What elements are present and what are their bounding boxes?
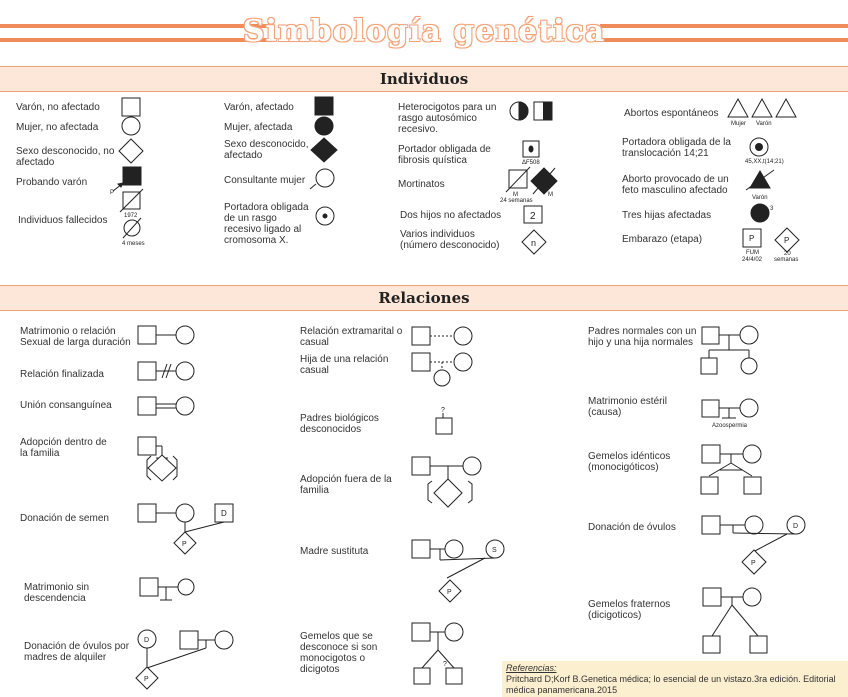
proband-p: P (110, 190, 115, 196)
label-donacion-alquiler: Donación de óvulos por madres de alquiler (24, 641, 130, 663)
heterozygote-female-half (519, 102, 528, 120)
label-sexo-desc-afectado: Sexo desconocido, afectado (224, 139, 309, 161)
sustituta-s: S (492, 547, 497, 554)
two-sons-number: 2 (530, 211, 536, 222)
cf-carrier-dot (529, 146, 533, 152)
rel-identicos (701, 445, 761, 494)
rel-esteril (702, 399, 758, 418)
transloc-dot (756, 144, 763, 151)
label-tres-hijas: Tres hijas afectadas (622, 210, 712, 221)
label-matrimonio: Matrimonio o relación Sexual de larga duración (20, 326, 131, 348)
label-portador-fq: Portador obligada de fibrosis quística (398, 144, 491, 166)
rel-extramarital (412, 327, 472, 345)
deceased-months: 4 meses (122, 241, 145, 247)
rel-finalizada (138, 362, 194, 380)
label-fallecidos: Individuos fallecidos (18, 215, 108, 226)
label-adopcion-fuera: Adopción fuera de la familia (300, 474, 392, 496)
cf-f508: ΔF508 (522, 160, 540, 166)
label-extramarital: Relación extramarital o casual (300, 326, 403, 348)
label-mujer-no-afectada: Mujer, no afectada (16, 122, 99, 133)
heterozygote-male-half (543, 102, 552, 120)
label-dos-hijos: Dos hijos no afectados (400, 210, 502, 221)
label-embarazo: Embarazo (etapa) (622, 234, 703, 245)
rel-adopcion-fuera (412, 457, 481, 507)
rel-donacion-alquiler (136, 630, 233, 689)
alquiler-p: P (144, 676, 149, 683)
symbol-abortion-1 (728, 99, 748, 117)
rel-adopcion-dentro (138, 437, 177, 481)
deceased-year: 1972 (124, 213, 138, 219)
symbol-male-unaffected (122, 98, 140, 116)
label-aborto-provocado: Aborto provocado de un feto masculino afectado (622, 174, 729, 196)
several-n: n (531, 238, 537, 248)
label-padres-normales: Padres normales con un hijo y una hija normales (588, 326, 697, 348)
stillbirth-weeks: 24 semanas (500, 198, 533, 204)
induced-varon: Varón (752, 195, 768, 201)
rel-padres-normales (701, 326, 758, 374)
label-varios: Varios individuos (número desconocido) (400, 229, 500, 251)
label-donacion-ovulos: Donación de óvulos (588, 522, 676, 533)
label-mujer-afectada: Mujer, afectada (224, 122, 293, 133)
ovulos-p: P (751, 560, 756, 567)
carrier-x-dot (323, 214, 327, 218)
abortion-varon: Varón (756, 121, 772, 127)
section-title-individuos: Individuos (379, 70, 469, 88)
semen-d: D (221, 509, 227, 518)
label-sexo-desconocido: Sexo desconocido, no afectado (16, 146, 115, 168)
section-title-relaciones: Relaciones (378, 289, 470, 307)
rel-padres-bio (436, 413, 452, 434)
padres-bio-q: ? (441, 407, 445, 414)
references-text: Pritchard D;Korf B.Genetica médica; lo esencial de un vistazo.3ra edición. Editorial médica panamericana.2015 (506, 674, 836, 695)
label-portadora-x: Portadora obligada de un rasgo recesivo ligado al cromosoma X. (224, 202, 309, 246)
rel-matrimonio (138, 326, 194, 344)
label-donacion-semen: Donación de semen (20, 513, 109, 524)
label-fraternos: Gemelos fraternos (dicigoticos) (588, 599, 671, 621)
symbol-abortion-2 (752, 99, 772, 117)
symbol-consultant-female (316, 169, 334, 187)
symbol-unknown-affected (311, 138, 337, 162)
sustituta-p: P (447, 589, 452, 596)
label-identicos: Gemelos idénticos (monocigóticos) (588, 451, 671, 473)
pregnancy-p2: P (784, 236, 790, 245)
label-abortos: Abortos espontáneos (624, 108, 719, 119)
stillbirth-m: M (513, 192, 518, 198)
label-finalizada: Relación finalizada (20, 369, 104, 380)
references-box (502, 661, 848, 697)
pregnancy-fum: FUM (746, 250, 759, 256)
label-varon-afectado: Varón, afectado (224, 102, 294, 113)
label-hija-casual: Hija de una relación casual (300, 354, 389, 376)
label-probando: Probando varón (16, 177, 88, 188)
symbol-male-affected (315, 97, 333, 115)
symbol-three-daughters (751, 204, 769, 222)
label-consultante: Consultante mujer (224, 175, 306, 186)
rel-fraternos (703, 588, 767, 653)
rel-madre-sustituta (412, 540, 504, 602)
label-esteril: Matrimonio estéril (causa) (588, 396, 667, 418)
label-sin-descendencia: Matrimonio sin descendencia (24, 582, 90, 604)
stillbirth-m2: M (548, 192, 553, 198)
label-madre-sustituta: Madre sustituta (300, 546, 369, 557)
label-varon-no-afectado: Varón, no afectado (16, 102, 100, 113)
symbol-female-affected (315, 117, 333, 135)
consultant-arrow (310, 184, 316, 189)
pregnancy-semanas: semanas (774, 257, 799, 263)
label-padres-bio: Padres biológicos desconocidos (300, 413, 379, 435)
label-portadora-transloc: Portadora obligada de la translocación 14;21 (622, 137, 731, 159)
rel-sin-descendencia (140, 578, 194, 600)
page-title: Simbología genética (242, 14, 606, 49)
transloc-label: 45,XX,t(14;21) (745, 159, 784, 165)
symbol-proband-male (123, 167, 141, 185)
semen-p: P (182, 541, 187, 548)
label-heterocigotos: Heterocigotos para un rasgo autosómico recesivo. (398, 102, 497, 135)
label-mortinatos: Mortinatos (398, 179, 445, 190)
rel-gemelos-desc (412, 623, 463, 684)
symbol-unknown-unaffected (119, 139, 143, 163)
references-title: Referencias: (506, 663, 557, 673)
ovulos-d: D (793, 523, 799, 530)
label-consanguinea: Unión consanguínea (20, 400, 112, 411)
pregnancy-p1: P (749, 234, 755, 243)
gemelos-q: ? (443, 661, 447, 668)
symbol-abortion-3 (776, 99, 796, 117)
label-gemelos-desc: Gemelos que se desconoce si son monocigotos o dicigotos (300, 631, 378, 675)
three-daughters-number: 3 (770, 206, 774, 212)
alquiler-d: D (144, 637, 150, 644)
abortion-mujer: Mujer (731, 121, 747, 127)
azoospermia: Azoospermia (712, 423, 748, 429)
rel-hija-casual (412, 353, 472, 386)
pregnancy-20: 20 (784, 251, 791, 257)
symbol-female-unaffected (122, 117, 140, 135)
label-adopcion-dentro: Adopción dentro de la familia (20, 437, 107, 459)
rel-consanguinea (138, 397, 194, 415)
pregnancy-date: 24/4/02 (742, 257, 763, 263)
